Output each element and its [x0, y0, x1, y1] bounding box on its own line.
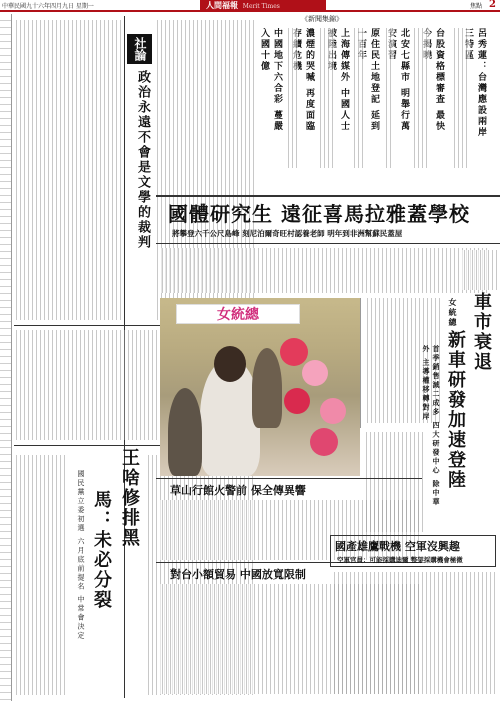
fire-headline: 草山行館火警前 保全傳異響 [170, 484, 306, 497]
left-subhead: 國民黨立委初選 六月底前提名 中常會決定 [77, 470, 85, 641]
brief-5: 上海傳媒外 中國人士 [339, 28, 349, 133]
main-headline: 國體研究生 遠征喜馬拉雅蓋學校 [168, 202, 470, 226]
person-head [214, 346, 246, 382]
balloon [310, 428, 338, 456]
brief-body [452, 28, 470, 168]
page-number: 2 [489, 0, 496, 10]
divider [156, 243, 500, 244]
jets-subhead: 空軍官員：可能採購迪爾 整架採購機會極微 [337, 556, 463, 564]
brief-body [286, 28, 298, 168]
photo-caption-title: 女統總 [448, 298, 458, 328]
masthead-title: 人間福報 [206, 0, 238, 10]
side-subhead: 首季銷售減二成多 四大研發中心 除中華外 主導權移轉對岸 [422, 345, 441, 507]
section-label: 焦點 [469, 3, 482, 10]
left-headline-2: 馬：未必分裂 [91, 490, 112, 610]
main-subhead: 將攀登六千公尺島峰 刻尼泊爾奇旺村認養老師 明年到非洲幫蘇民蓋屋 [172, 229, 403, 238]
left-story-body [14, 455, 66, 695]
date-line: 中華民國九十六年四月九日 星期一 [2, 3, 94, 10]
editorial-tag: 社論 [127, 34, 152, 64]
divider [156, 478, 422, 479]
jets-body [332, 572, 496, 694]
brief-body [412, 28, 430, 168]
editorial-body-1 [14, 20, 124, 320]
section-banner: 《新聞集錦》 [301, 15, 343, 23]
brief-7: 中國地下六合彩 蔓嚴入國十億 [259, 28, 282, 133]
balloon [320, 398, 346, 424]
brief-4: 原住民土地登記 延到 [369, 28, 379, 133]
brief-body [384, 28, 394, 168]
brief-body [318, 28, 334, 168]
masthead-en: Merit Times [242, 3, 280, 10]
person-figure [252, 348, 282, 428]
brief-body [352, 28, 364, 168]
photo-sign: 女統總 [176, 304, 300, 324]
editorial-title: 政治永遠不會是文學的裁判 [135, 70, 150, 250]
balloon [284, 388, 310, 414]
divider [156, 195, 500, 197]
brief-1: 呂秀蓮：台灣應設兩岸 [476, 28, 486, 138]
brief-3: 北安七縣市 明舉行萬 [399, 28, 409, 133]
side-headline-2: 新車研發加速登陸 [445, 330, 466, 490]
brief-2: 台股資格標審查 最快 [434, 28, 444, 133]
trade-headline: 對台小額貿易 中國放寬限制 [170, 568, 306, 581]
person-figure [168, 388, 202, 476]
brief-6: 濃煙的哭喊 再度面臨 [304, 28, 314, 133]
main-story-body [160, 248, 490, 293]
jets-headline-box [330, 535, 496, 567]
balloon [280, 338, 308, 366]
left-headline-1: 王啥修排黑 [119, 448, 140, 548]
masthead [200, 0, 326, 11]
left-margin-strip [0, 14, 12, 701]
balloon [302, 360, 328, 386]
side-body [462, 250, 498, 290]
jets-headline: 國產雄鷹戰機 空軍沒興趣 [335, 540, 460, 553]
top-bar [0, 0, 500, 12]
news-photo [160, 298, 360, 476]
side-headline-1: 車市衰退 [471, 292, 492, 372]
